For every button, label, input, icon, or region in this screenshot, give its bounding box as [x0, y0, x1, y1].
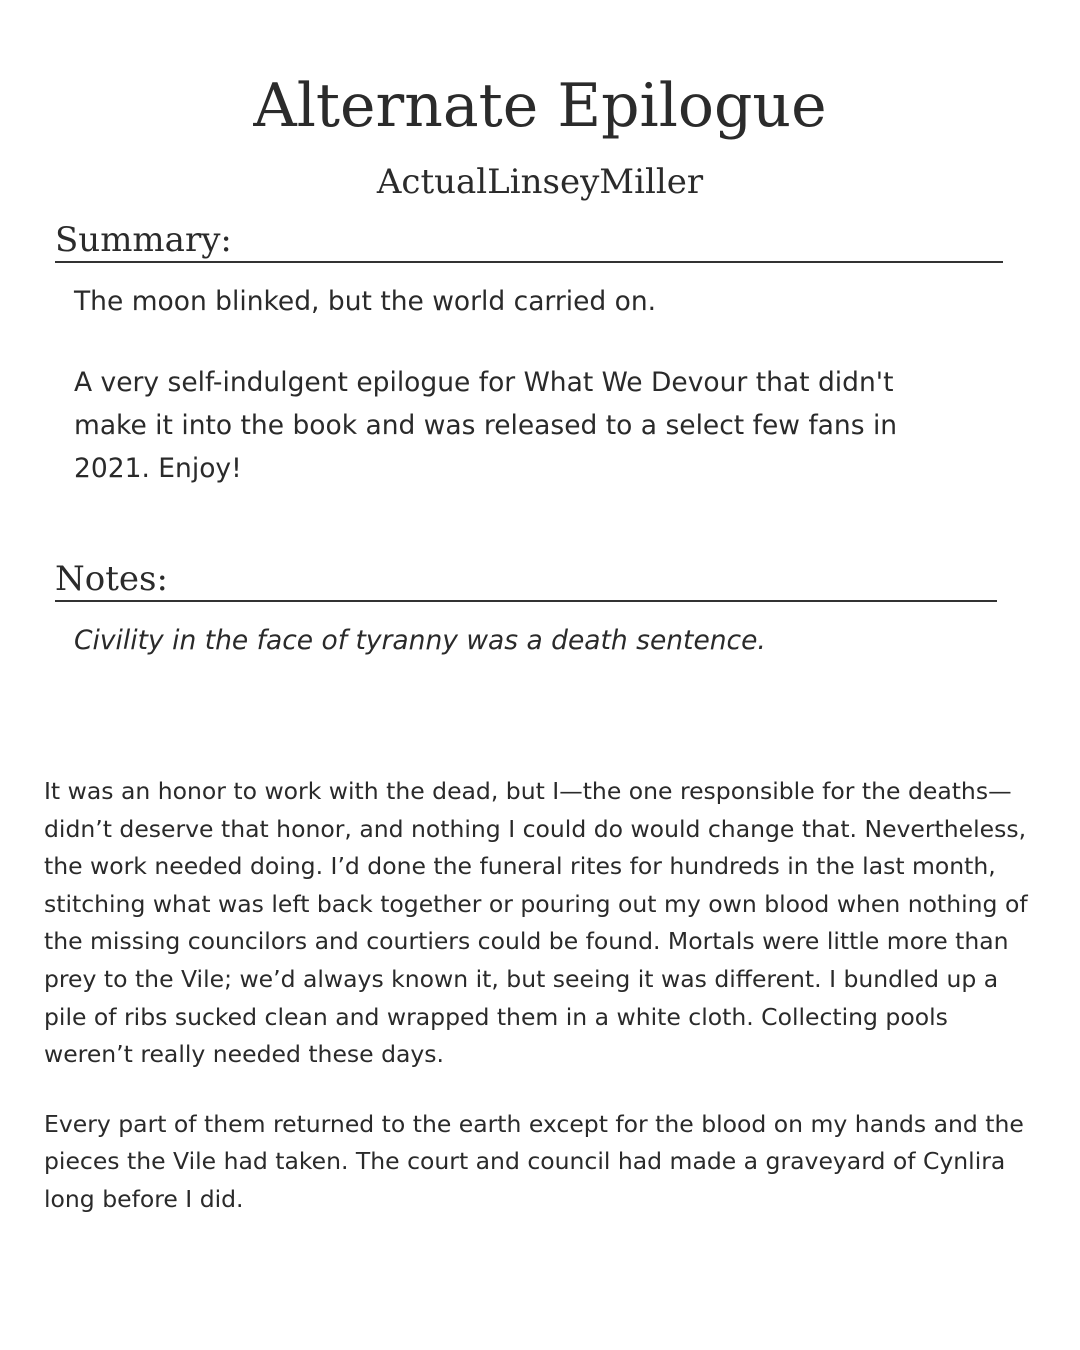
author-name: ActualLinseyMiller [376, 162, 704, 202]
story-body [44, 773, 1044, 1251]
notes-heading: Notes: [55, 558, 997, 602]
summary-section [74, 280, 974, 528]
work-title: Alternate Epilogue [253, 71, 827, 141]
summary-paragraph: A very self-indulgent epilogue for What We Devour that didn't make it into the book and was released to a select few fans in 2021. Enjoy! [74, 367, 898, 484]
story-paragraph: It was an honor to work with the dead, but I—the one responsible for the deaths—didn’t deserve that honor, and nothing I could do would change that. Nevertheless, the work needed doing. I’d done the funeral rites for hundreds in the last month, stitching what was left back together or pouring out my own blood when nothing of the missing councilors and courtiers could be found. Mortals were little more than prey to the Vile; we’d always known it, but seeing it was different. I bundled up a pile of ribs sucked clean and wrapped them in a white cloth. Collecting pools weren’t really needed these days. [44, 777, 1028, 1069]
summary-heading: Summary: [55, 219, 1003, 263]
notes-text: Civility in the face of tyranny was a death sentence. [74, 625, 766, 656]
summary-paragraph: The moon blinked, but the world carried on. [74, 286, 657, 317]
notes-section [74, 619, 974, 700]
story-paragraph: Every part of them returned to the earth except for the blood on my hands and the pieces the Vile had taken. The court and council had made a graveyard of Cynlira long before I did. [44, 1109, 1024, 1213]
